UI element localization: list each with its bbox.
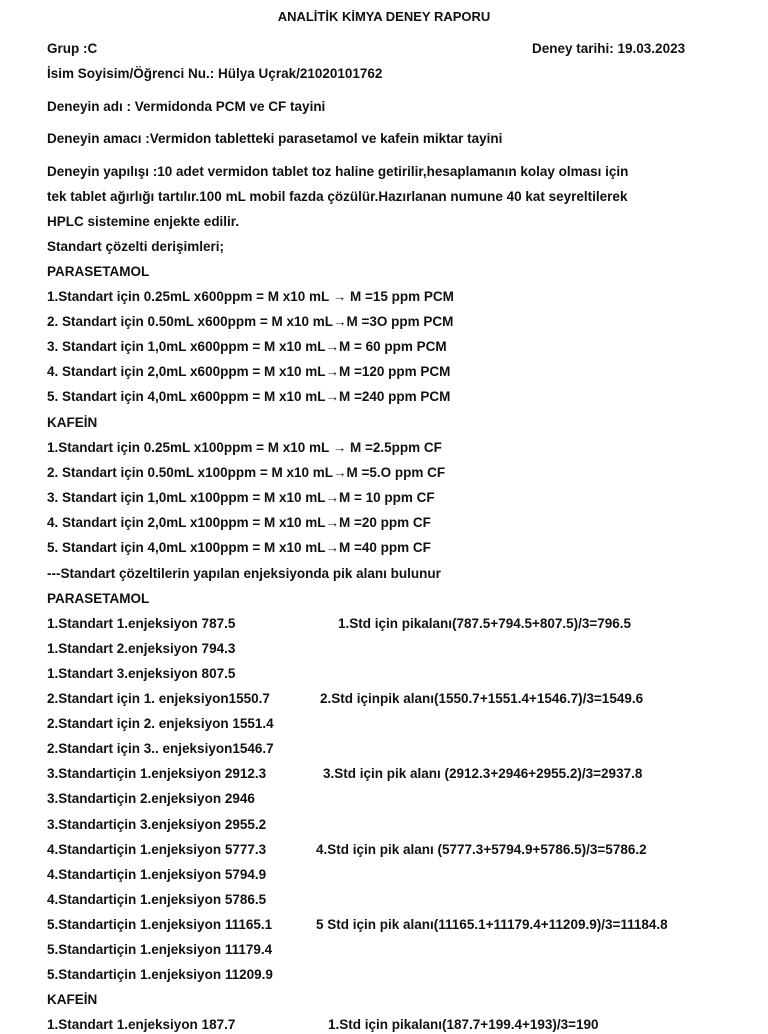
- injection-row: 4.Standartiçin 1.enjeksiyon 5794.9: [47, 867, 267, 882]
- cf-heading-2: KAFEİN: [47, 992, 98, 1007]
- pcm-standard-4: 4. Standart için 2,0mL x600ppm = M x10 mL→M =120 ppm PCM: [47, 364, 451, 379]
- injection-row: 4.Standartiçin 1.enjeksiyon 5786.5: [47, 892, 267, 907]
- student-info: İsim Soyisim/Öğrenci Nu.: Hülya Uçrak/21020101762: [47, 66, 383, 81]
- peak-area-note: ---Standart çözeltilerin yapılan enjeksiyonda pik alanı bulunur: [47, 566, 441, 581]
- injection-row: 2.Standart için 1. enjeksiyon1550.7: [47, 691, 270, 706]
- experiment-name: Deneyin adı : Vermidonda PCM ve CF tayini: [47, 99, 326, 114]
- pcm-standard-2: 2. Standart için 0.50mL x600ppm = M x10 mL→M =3O ppm PCM: [47, 314, 454, 329]
- cf-standard-2: 2. Standart için 0.50mL x100ppm = M x10 mL→M =5.O ppm CF: [47, 465, 446, 480]
- injection-row: 1.Standart 3.enjeksiyon 807.5: [47, 666, 236, 681]
- pcm-standard-3: 3. Standart için 1,0mL x600ppm = M x10 mL→M = 60 ppm PCM: [47, 339, 447, 354]
- peak-average-2: 2.Std içinpik alanı(1550.7+1551.4+1546.7)/3=1549.6: [320, 691, 644, 706]
- procedure-line-3: HPLC sistemine enjekte edilir.: [47, 214, 240, 229]
- injection-row: 1.Standart 2.enjeksiyon 794.3: [47, 641, 236, 656]
- injection-row: 3.Standartiçin 1.enjeksiyon 2912.3: [47, 766, 267, 781]
- injection-row: 2.Standart için 3.. enjeksiyon1546.7: [47, 741, 274, 756]
- cf-standard-1: 1.Standart için 0.25mL x100ppm = M x10 mL → M =2.5ppm CF: [47, 440, 442, 455]
- injection-row: 2.Standart için 2. enjeksiyon 1551.4: [47, 716, 274, 731]
- peak-average-4: 4.Std için pik alanı (5777.3+5794.9+5786.5)/3=5786.2: [316, 842, 647, 857]
- injection-row: 3.Standartiçin 3.enjeksiyon 2955.2: [47, 817, 267, 832]
- injection-row: 5.Standartiçin 1.enjeksiyon 11179.4: [47, 942, 273, 957]
- cf-standard-3: 3. Standart için 1,0mL x100ppm = M x10 mL→M = 10 ppm CF: [47, 490, 435, 505]
- cf-heading: KAFEİN: [47, 415, 98, 430]
- cf-peak-average-1: 1.Std için pikalanı(187.7+199.4+193)/3=190: [328, 1017, 599, 1032]
- procedure-line-2: tek tablet ağırlığı tartılır.100 mL mobil fazda çözülür.Hazırlanan numune 40 kat seyreltilerek: [47, 189, 628, 204]
- injection-row: 4.Standartiçin 1.enjeksiyon 5777.3: [47, 842, 267, 857]
- injection-row: 5.Standartiçin 1.enjeksiyon 11165.1: [47, 917, 273, 932]
- procedure-line-1: Deneyin yapılışı :10 adet vermidon tablet toz haline getirilir,hesaplamanın kolay olması için: [47, 164, 629, 179]
- cf-standard-5: 5. Standart için 4,0mL x100ppm = M x10 mL→M =40 ppm CF: [47, 540, 431, 555]
- injection-row: 1.Standart 1.enjeksiyon 787.5: [47, 616, 236, 631]
- injection-row: 3.Standartiçin 2.enjeksiyon 2946: [47, 791, 255, 806]
- pcm-heading-2: PARASETAMOL: [47, 591, 150, 606]
- peak-average-3: 3.Std için pik alanı (2912.3+2946+2955.2)/3=2937.8: [323, 766, 643, 781]
- peak-average-5: 5 Std için pik alanı(11165.1+11179.4+11209.9)/3=11184.8: [316, 917, 668, 932]
- report-title: ANALİTİK KİMYA DENEY RAPORU: [277, 9, 491, 24]
- group-label: Grup :C: [47, 41, 98, 56]
- pcm-heading: PARASETAMOL: [47, 264, 150, 279]
- cf-injection-row: 1.Standart 1.enjeksiyon 187.7: [47, 1017, 236, 1032]
- standard-heading: Standart çözelti derişimleri;: [47, 239, 225, 254]
- cf-standard-4: 4. Standart için 2,0mL x100ppm = M x10 mL→M =20 ppm CF: [47, 515, 431, 530]
- pcm-standard-1: 1.Standart için 0.25mL x600ppm = M x10 mL → M =15 ppm PCM: [47, 289, 454, 304]
- pcm-standard-5: 5. Standart için 4,0mL x600ppm = M x10 mL→M =240 ppm PCM: [47, 389, 451, 404]
- peak-average-1: 1.Std için pikalanı(787.5+794.5+807.5)/3=796.5: [338, 616, 632, 631]
- injection-row: 5.Standartiçin 1.enjeksiyon 11209.9: [47, 967, 273, 982]
- experiment-purpose: Deneyin amacı :Vermidon tabletteki parasetamol ve kafein miktar tayini: [47, 131, 503, 146]
- experiment-date: Deney tarihi: 19.03.2023: [532, 41, 686, 56]
